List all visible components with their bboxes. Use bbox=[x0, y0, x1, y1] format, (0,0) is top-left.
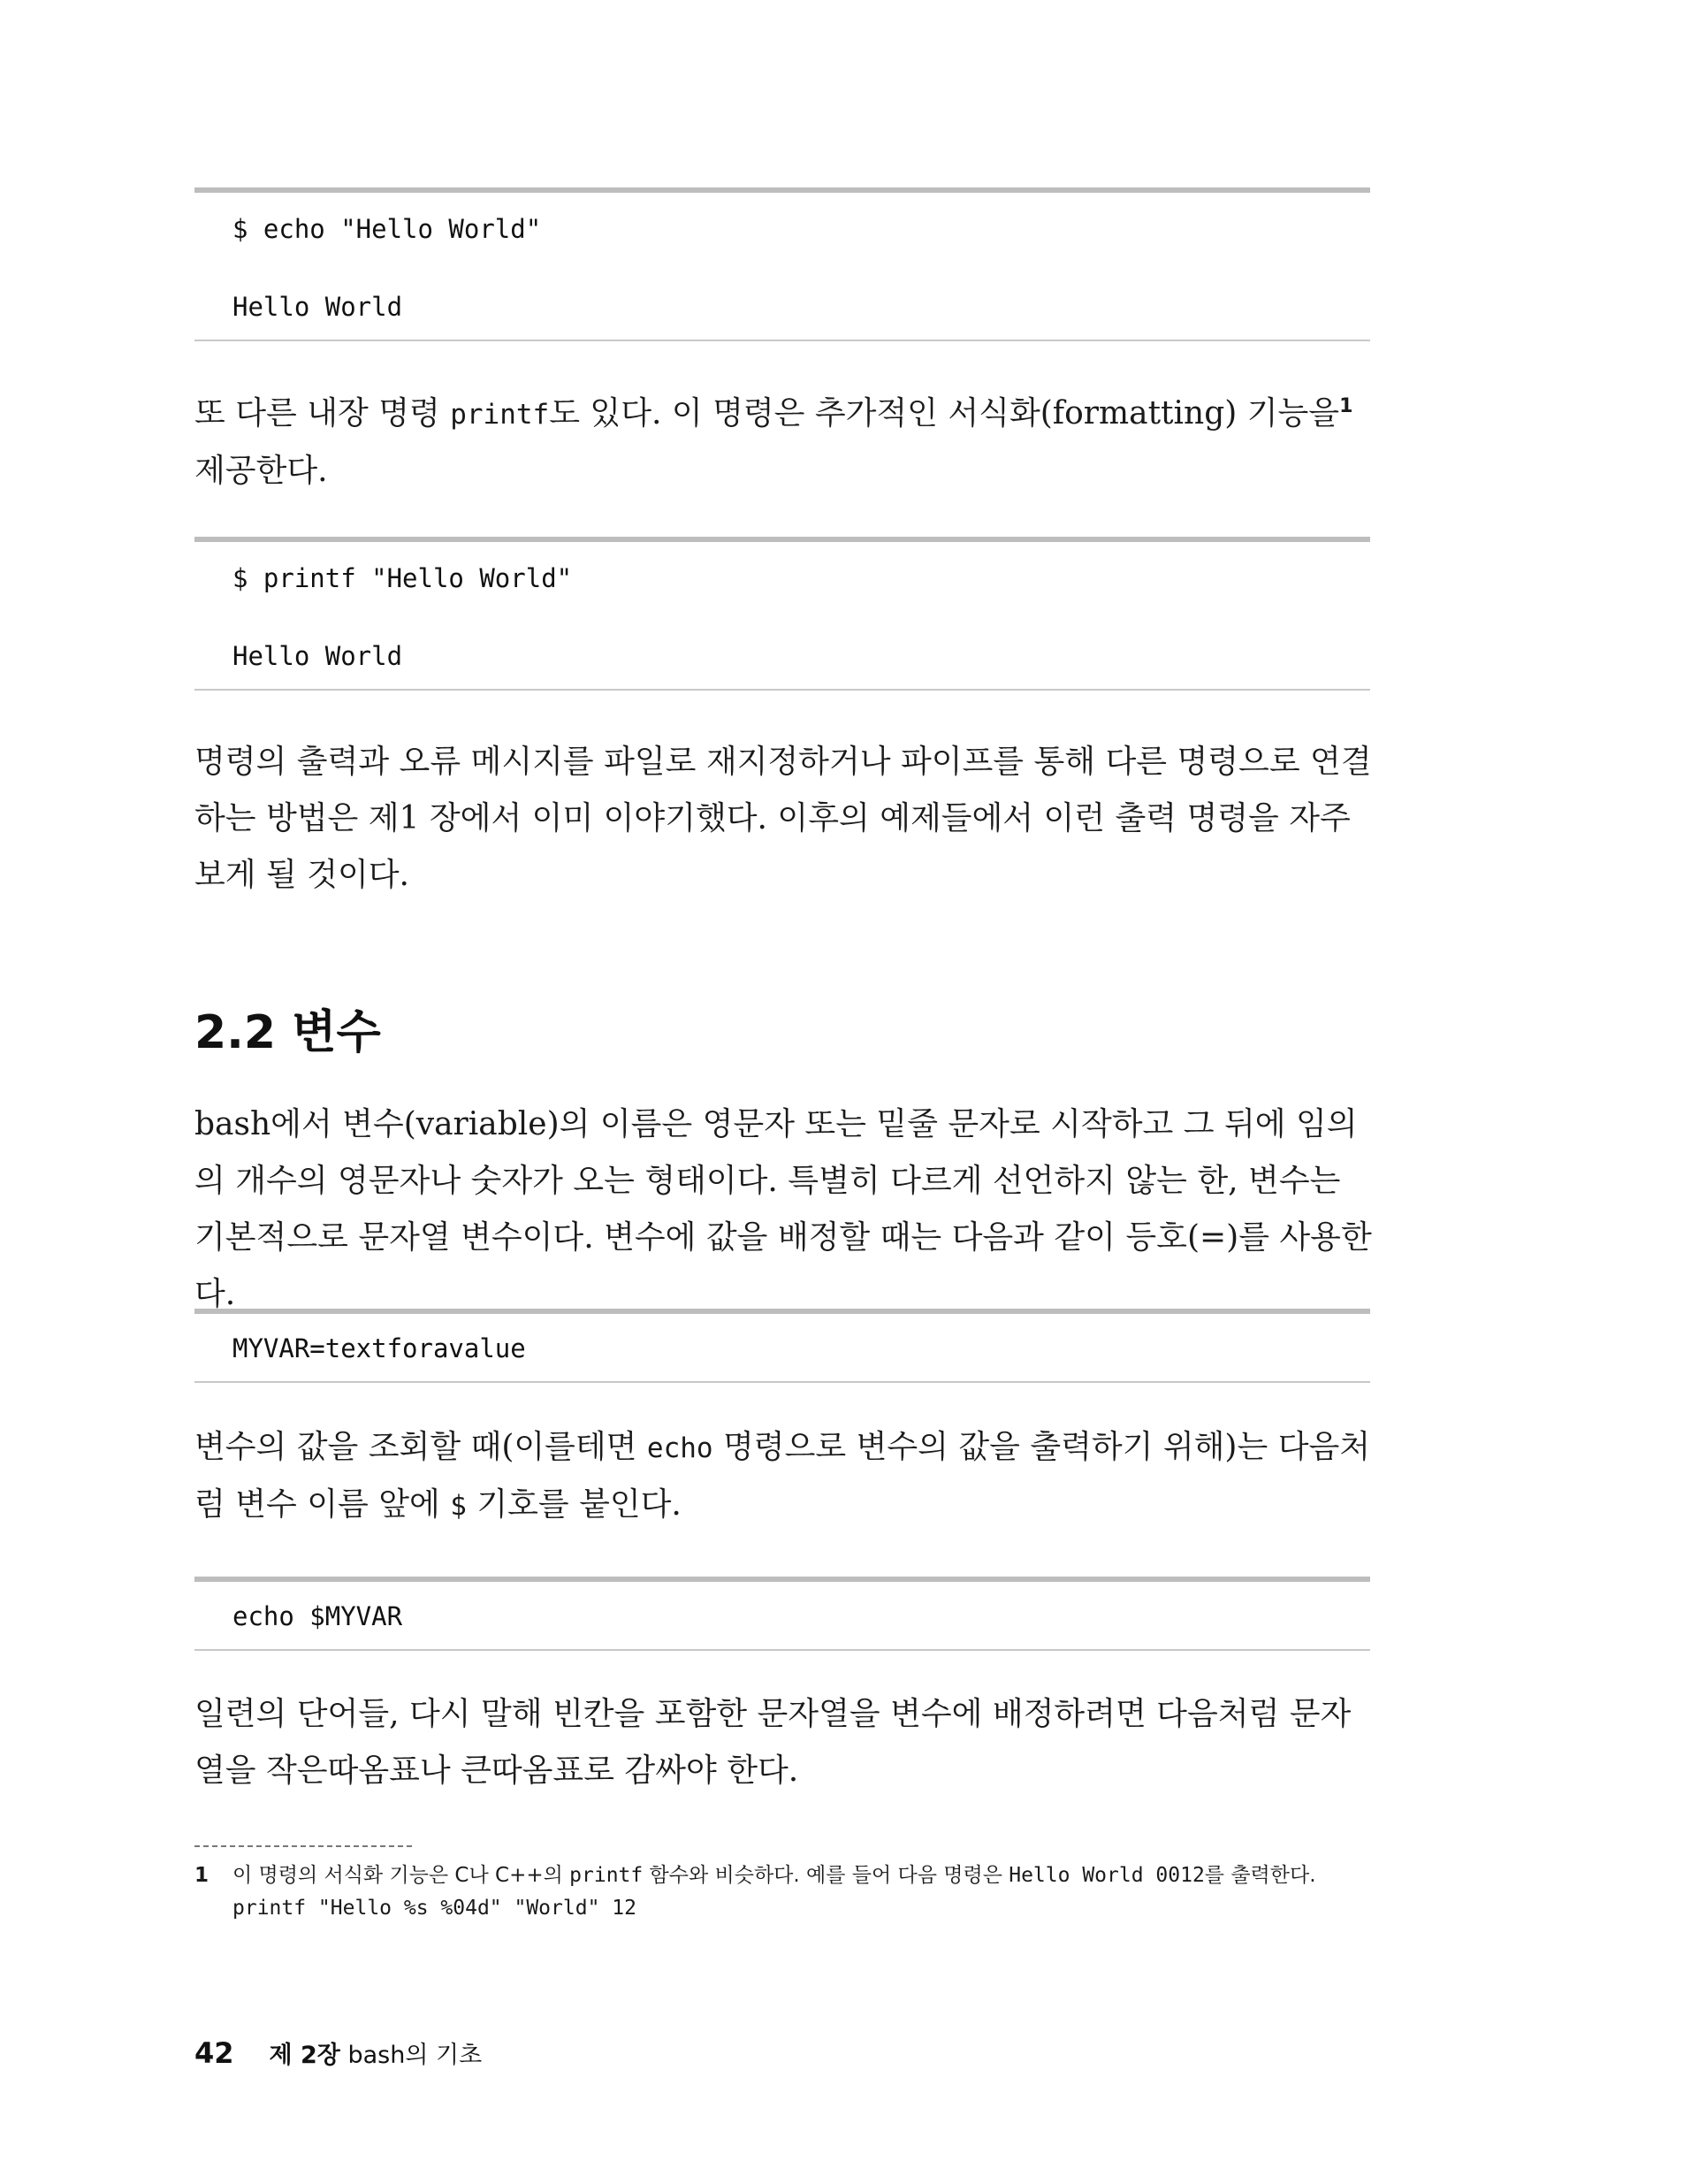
footnote-body bbox=[232, 1859, 1426, 1925]
code-line: $ echo "Hello World" bbox=[232, 214, 542, 244]
paragraph-output-redirect: 명령의 출력과 오류 메시지를 파일로 재지정하거나 파이프를 통해 다른 명령으로 연결하는 방법은 제1 장에서 이미 이야기했다. 이후의 예제들에서 이런 출력 명령을 자주 보게 될 것이다. bbox=[194, 744, 1372, 893]
inline-code: echo bbox=[646, 1432, 713, 1464]
inline-code: $ bbox=[450, 1490, 467, 1522]
code-block-echo-var bbox=[194, 1577, 1370, 1651]
code-block-printf bbox=[194, 537, 1370, 691]
section-heading: 2.2 변수 bbox=[194, 1006, 381, 1059]
footnote-reference[interactable]: 1 bbox=[1339, 395, 1353, 417]
paragraph-quoting: 일련의 단어들, 다시 말해 빈칸을 포함한 문자열을 변수에 배정하려면 다음처럼 문자열을 작은따옴표나 큰따옴표로 감싸야 한다. bbox=[194, 1696, 1352, 1789]
paragraph-variable-lookup: 변수의 값을 조회할 때(이를테면 echo 명령으로 변수의 값을 출력하기 위해)는 다음처럼 변수 이름 앞에 $ 기호를 붙인다. bbox=[194, 1429, 1371, 1523]
footnote-code-line: printf "Hello %s %04d" "World" 12 bbox=[232, 1897, 636, 1920]
code-line: MYVAR=textforavalue bbox=[232, 1333, 526, 1363]
footnote-divider bbox=[194, 1845, 412, 1847]
paragraph-variables: bash에서 변수(variable)의 이름은 영문자 또는 밑줄 문자로 시작하고 그 뒤에 임의의 개수의 영문자나 숫자가 오는 형태이다. 특별히 다르게 선언하지 않는 한, 변수는 기본적으로 문자열 변수이다. 변수에 값을 배정할 때는 다음과 같이 등호(=)를 사용한다. bbox=[194, 1106, 1372, 1312]
footnote-text: 이 명령의 서식화 기능은 C나 C++의 printf 함수와 비슷하다. 예를 들어 다음 명령은 Hello World 0012를 출력한다. bbox=[232, 1864, 1316, 1887]
code-block-assign bbox=[194, 1309, 1370, 1383]
code-line: echo $MYVAR bbox=[232, 1601, 403, 1631]
chapter-label: 제 2장 bbox=[269, 2042, 340, 2069]
inline-code: printf bbox=[569, 1864, 644, 1887]
code-line: Hello World bbox=[232, 641, 403, 671]
page-footer bbox=[194, 2035, 482, 2070]
code-line: Hello World bbox=[232, 292, 403, 322]
inline-code: Hello World 0012 bbox=[1009, 1864, 1205, 1887]
page-number: 42 bbox=[194, 2036, 234, 2070]
code-block-echo bbox=[194, 187, 1370, 341]
code-line: $ printf "Hello World" bbox=[232, 563, 573, 593]
footnote-number: 1 bbox=[194, 1864, 210, 1887]
paragraph-printf-intro: 또 다른 내장 명령 printf도 있다. 이 명령은 추가적인 서식화(formatting) 기능을$^1$ 제공한다. bbox=[194, 395, 1353, 489]
chapter-title: bash의 기초 bbox=[347, 2042, 483, 2069]
inline-code: printf bbox=[450, 399, 550, 431]
